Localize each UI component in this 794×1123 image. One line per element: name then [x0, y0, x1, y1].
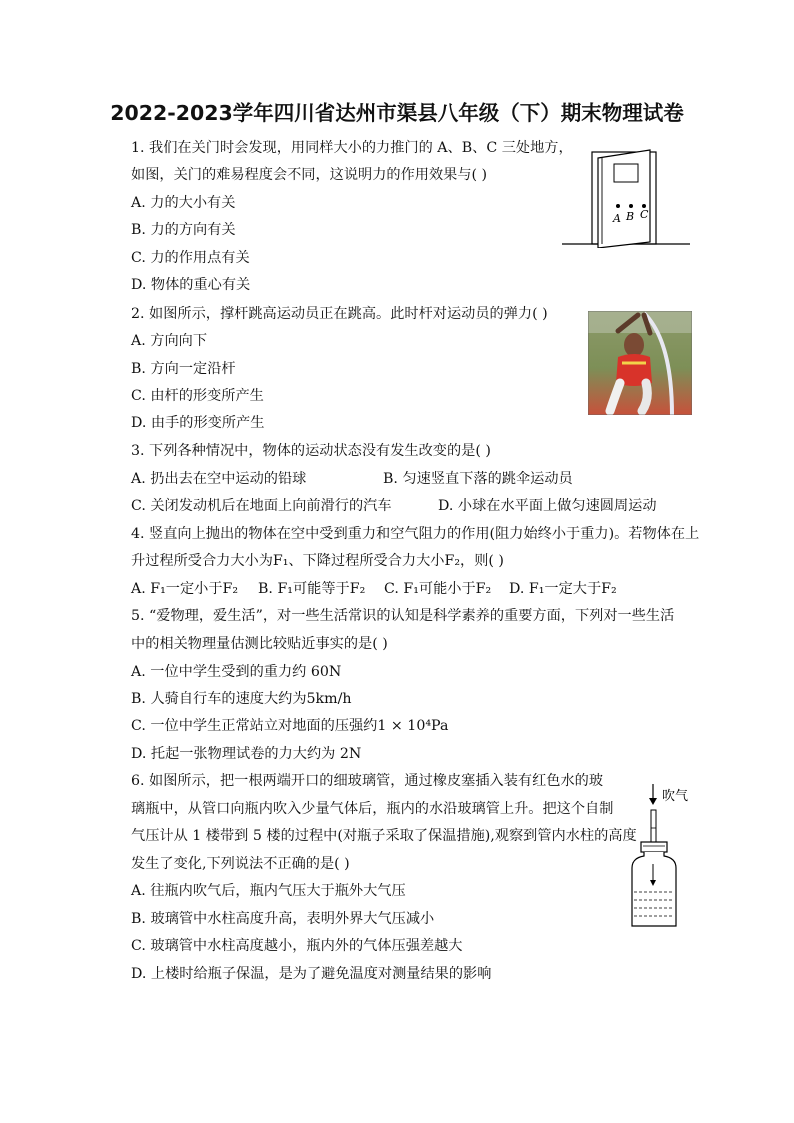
q6-option-d[interactable]: D. 上楼时给瓶子保温，是为了避免温度对测量结果的影响: [131, 966, 492, 982]
q6-option-b[interactable]: B. 玻璃管中水柱高度升高，表明外界大气压减小: [131, 911, 435, 927]
q5-stem-line1: 5. “爱物理，爱生活”，对一些生活常识的认知是科学素养的重要方面，下列对一些生活: [131, 608, 675, 624]
q2-option-b[interactable]: B. 方向一定沿杆: [131, 361, 236, 377]
q1-option-b[interactable]: B. 力的方向有关: [131, 222, 236, 238]
door-label-a: A: [613, 212, 621, 225]
blow-air-label: 吹气: [662, 789, 689, 804]
q6-option-c[interactable]: C. 玻璃管中水柱高度越小，瓶内外的气体压强差越大: [131, 938, 463, 954]
q3-stem-line1: 3. 下列各种情况中，物体的运动状态没有发生改变的是( ): [131, 443, 491, 459]
q2-option-d[interactable]: D. 由手的形变所产生: [131, 415, 265, 431]
q3-option-b[interactable]: B. 匀速竖直下落的跳伞运动员: [383, 471, 573, 487]
barometer-bottle-figure: [626, 780, 694, 930]
q6-stem-line2: 璃瓶中，从管口向瓶内吹入少量气体后，瓶内的水沿玻璃管上升。把这个自制: [131, 801, 614, 817]
q3-option-a[interactable]: A. 扔出去在空中运动的铅球: [131, 471, 307, 487]
q1-option-d[interactable]: D. 物体的重心有关: [131, 277, 251, 293]
q1-stem-line1: 1. 我们在关门时会发现，用同样大小的力推门的 A、B、C 三处地方，: [131, 140, 573, 156]
q4-option-d[interactable]: D. F₁一定大于F₂: [509, 581, 617, 597]
q1-option-c[interactable]: C. 力的作用点有关: [131, 250, 250, 266]
q5-option-d[interactable]: D. 托起一张物理试卷的力大约为 2N: [131, 746, 362, 762]
page-title: 2022-2023学年四川省达州市渠县八年级（下）期末物理试卷: [110, 101, 684, 125]
q5-option-a[interactable]: A. 一位中学生受到的重力约 60N: [131, 664, 342, 680]
q3-option-c[interactable]: C. 关闭发动机后在地面上向前滑行的汽车: [131, 498, 392, 514]
q4-option-b[interactable]: B. F₁可能等于F₂: [258, 581, 366, 597]
q1-option-a[interactable]: A. 力的大小有关: [131, 195, 236, 211]
q4-option-a[interactable]: A. F₁一定小于F₂: [131, 581, 239, 597]
q2-stem-line1: 2. 如图所示，撑杆跳高运动员正在跳高。此时杆对运动员的弹力( ): [131, 306, 548, 322]
q3-option-d[interactable]: D. 小球在水平面上做匀速圆周运动: [438, 498, 657, 514]
q5-option-b[interactable]: B. 人骑自行车的速度大约为5km/h: [131, 691, 352, 707]
q4-stem-line1: 4. 竖直向上抛出的物体在空中受到重力和空气阻力的作用(阻力始终小于重力)。若物体在上: [131, 526, 700, 542]
q4-option-c[interactable]: C. F₁可能小于F₂: [384, 581, 492, 597]
q1-stem-line2: 如图，关门的难易程度会不同，这说明力的作用效果与( ): [131, 167, 488, 183]
door-label-b: B: [626, 210, 635, 223]
q6-stem-line1: 6. 如图所示，把一根两端开口的细玻璃管，通过橡皮塞插入装有红色水的玻: [131, 773, 604, 789]
q6-option-a[interactable]: A. 往瓶内吹气后，瓶内气压大于瓶外大气压: [131, 883, 406, 899]
q4-stem-line2: 升过程所受合力大小为F₁、下降过程所受合力大小F₂，则( ): [131, 553, 504, 569]
q2-option-a[interactable]: A. 方向向下: [131, 333, 208, 349]
q6-stem-line3: 气压计从 1 楼带到 5 楼的过程中(对瓶子采取了保温措施),观察到管内水柱的高度: [131, 828, 637, 844]
q5-option-c[interactable]: C. 一位中学生正常站立对地面的压强约1 × 10⁴Pa: [131, 718, 449, 734]
q2-option-c[interactable]: C. 由杆的形变所产生: [131, 388, 264, 404]
door-figure: [562, 148, 690, 248]
door-label-c: C: [640, 208, 649, 221]
q5-stem-line2: 中的相关物理量估测比较贴近事实的是( ): [131, 636, 388, 652]
q6-stem-line4: 发生了变化,下列说法不正确的是( ): [131, 856, 350, 872]
pole-vault-photo: [588, 311, 692, 415]
